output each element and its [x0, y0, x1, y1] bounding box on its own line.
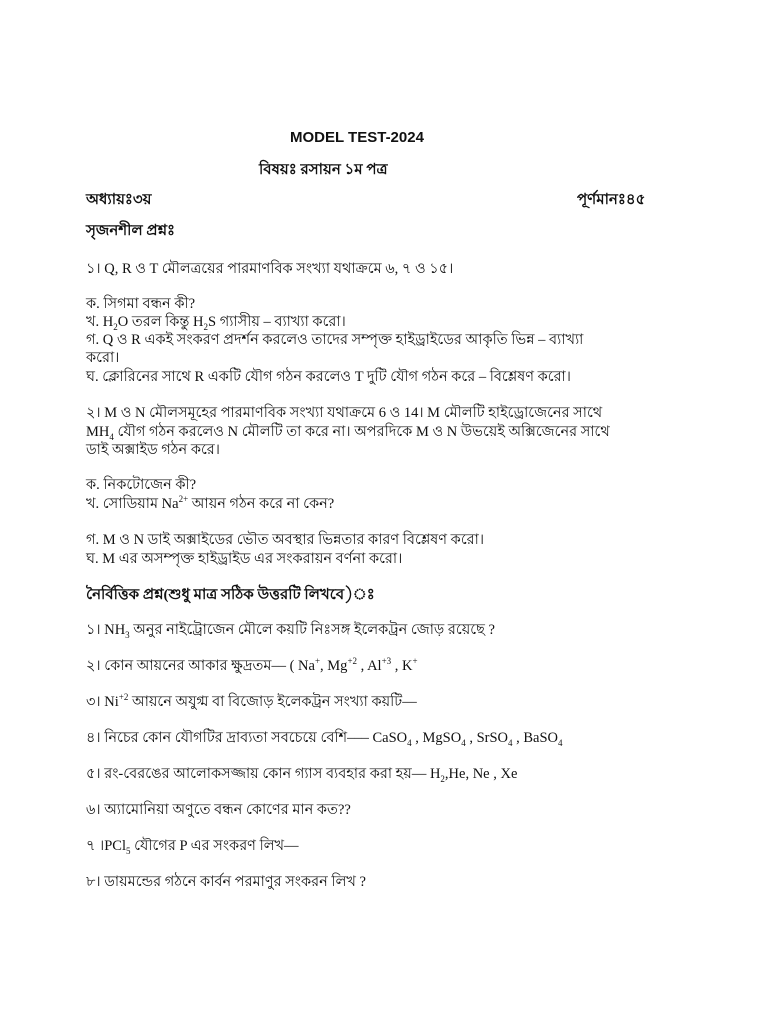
cq1-part-a: ক. সিগমা বন্ধন কী? [86, 296, 196, 312]
mcq-3: ৩। $Ni^{+2}$ আয়নে অযুগ্ম বা বিজোড় ইলেকট্রন সংখ্যা কয়টি— [86, 692, 417, 710]
cq2-part-b: খ. সোডিয়াম $Na^{2+}$ আয়ন গঠন করে না কেন? [86, 494, 335, 512]
mcq-5: ৫। রং-বেরঙের আলোকসজ্জায় কোন গ্যাস ব্যবহার করা হয়— $H_2,He$, Ne , Xe [86, 766, 518, 784]
cq2-part-c: গ. M ও N ডাই অক্সাইডের ভৌত অবস্থার ভিন্নতার কারণ বিশ্লেষণ করো। [86, 532, 485, 548]
cq1-part-c: গ. Q ও R একই সংকরণ প্রদর্শন করলেও তাদের সম্পৃক্ত হাইড্রাইডের আকৃতি ভিন্ন – ব্যাখ্যা [86, 332, 584, 348]
mcq-6: ৬। অ্যামোনিয়া অণুতে বন্ধন কোণের মান কত?? [86, 802, 351, 818]
creative-heading: সৃজনশীল প্রশ্নঃ [86, 223, 176, 239]
mcq-2: ২। কোন আয়নের আকার ক্ষুদ্রতম–– ( Na+, $Mg^{+2}$ , $Al^{+3}$ , K+ [86, 656, 418, 674]
mcq-4: ৪। নিচের কোন যৌগটির দ্রাব্যতা সবচেয়ে বেশি––– CaSO$_4$ , MgSO$_4$ , SrSO$_4$ , BaSO$_4$ [86, 730, 563, 748]
mcq-heading: নৈর্বিত্তিক প্রশ্ন(শুধু মাত্র সঠিক উত্তরটি লিখবে)ঃ [86, 587, 375, 603]
cq1-part-b: খ. $H_2O$ তরল কিন্তু $H_2S$ গ্যাসীয় – ব্যাখ্যা করো। [86, 314, 346, 332]
cq2-stem-line1: ২। M ও N মৌলসমূহের পারমাণবিক সংখ্যা যথাক্রমে 6 ও 14। M মৌলটি হাইড্রোজেনের সাথে [86, 405, 603, 421]
cq1-part-c-cont: করো। [86, 350, 120, 366]
full-marks-label: পূর্ণমানঃ৪৫ [577, 192, 646, 208]
mcq-8: ৮। ডায়মন্ডের গঠনে কার্বন পরমাণুর সংকরন লিখ ? [86, 874, 366, 890]
mcq-1: ১। $NH_3$ অনুর নাইট্রোজেন মৌলে কয়টি নিঃসঙ্গ ইলেকট্রন জোড় রয়েছে ? [86, 622, 495, 640]
cq2-stem-line3: ডাই অক্সাইড গঠন করে। [86, 442, 220, 458]
cq2-stem-line2: $MH_4$ যৌগ গঠন করলেও N মৌলটি তা করে না। অপরদিকে M ও N উভয়েই অক্সিজেনের সাথে [86, 424, 610, 442]
page-title: MODEL TEST-2024 [290, 129, 424, 146]
subject-label: বিষয়ঃ রসায়ন ১ম পত্র [259, 162, 388, 178]
mcq-7: ৭ ।PCl$_5$ যৌগের P এর সংকরণ লিখ— [86, 838, 299, 856]
cq2-part-a: ক. নিকটোজেন কী? [86, 477, 197, 493]
cq1-part-d: ঘ. ক্লোরিনের সাথে R একটি যৌগ গঠন করলেও T দুটি যৌগ গঠন করে – বিশ্লেষণ করো। [86, 369, 571, 385]
cq1-stem: ১। Q, R ও T মৌলত্রয়ের পারমাণবিক সংখ্যা যথাক্রমে ৬, ৭ ও ১৫। [86, 261, 454, 277]
cq2-part-d: ঘ. M এর অসম্পৃক্ত হাইড্রাইড এর সংকরায়ন বর্ণনা করো। [86, 551, 403, 567]
chapter-label: অধ্যায়ঃ৩য় [86, 192, 152, 208]
